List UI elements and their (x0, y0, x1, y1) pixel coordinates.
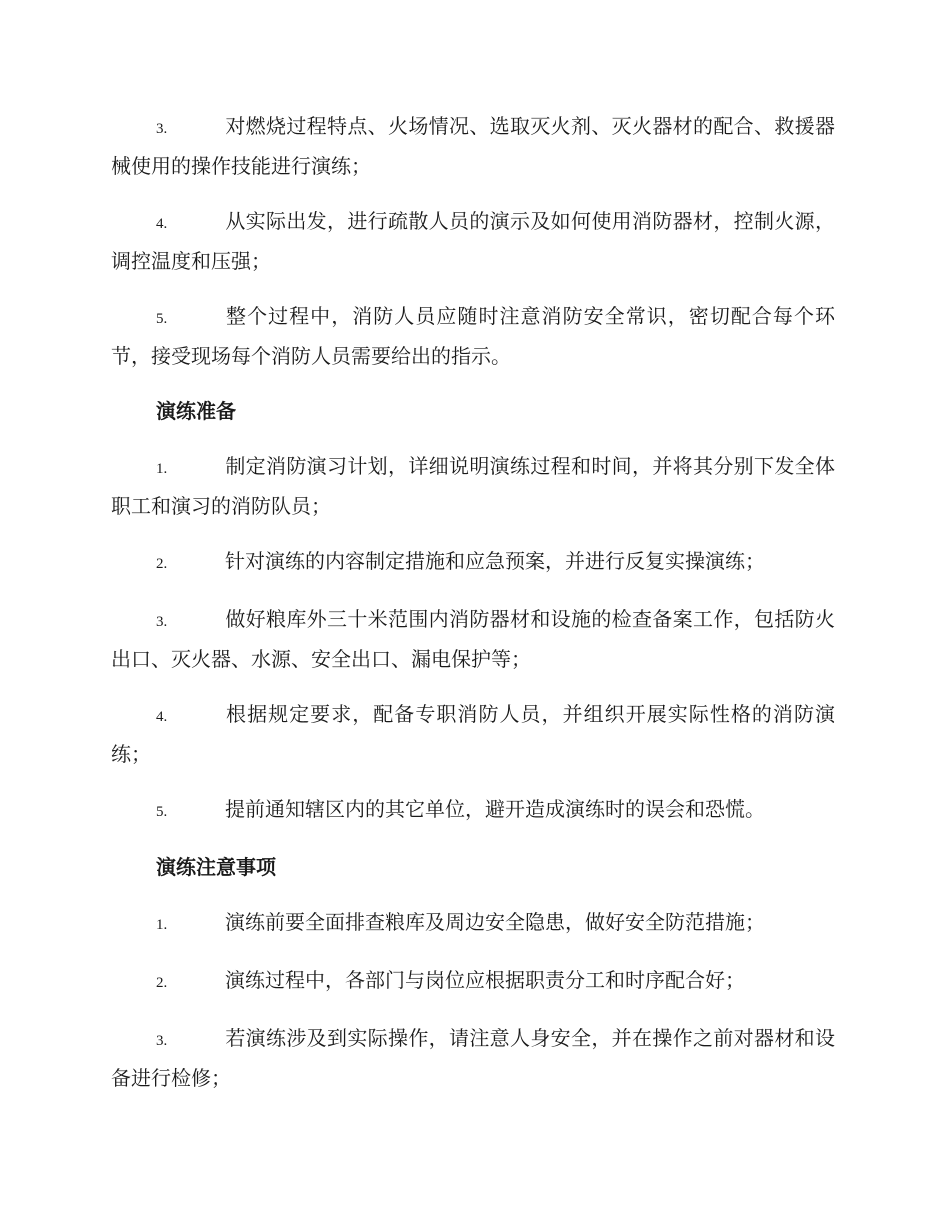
list-text: 提前通知辖区内的其它单位，避开造成演练时的误会和恐慌。 (225, 797, 765, 821)
list-number: 3. (156, 614, 168, 630)
section-heading-preparation: 演练准备 (156, 399, 236, 423)
list-number: 2. (156, 975, 168, 991)
list-text: 做好粮库外三十米范围内消防器材和设施的检查备案工作，包括防火出口、灭火器、水源、安全出口、漏电保护等； (111, 607, 835, 671)
list-number: 1. (156, 917, 168, 933)
section-heading-precautions: 演练注意事项 (156, 855, 276, 879)
list-text: 制定消防演习计划，详细说明演练过程和时间，并将其分别下发全体职工和演习的消防队员； (111, 454, 835, 518)
list-text: 针对演练的内容制定措施和应急预案，并进行反复实操演练； (225, 549, 765, 573)
list-item (111, 696, 835, 773)
list-number: 3. (156, 121, 168, 137)
document-body (111, 108, 835, 1115)
list-number: 5. (156, 311, 168, 327)
list-item (111, 791, 835, 831)
list-item (111, 203, 835, 280)
list-item (111, 1020, 835, 1097)
list-number: 1. (156, 461, 168, 477)
list-number: 4. (156, 216, 168, 232)
list-number: 5. (156, 804, 168, 820)
list-text: 整个过程中，消防人员应随时注意消防安全常识，密切配合每个环节，接受现场每个消防人员需要给出的指示。 (111, 304, 835, 368)
list-text: 根据规定要求，配备专职消防人员，并组织开展实际性格的消防演练； (111, 702, 835, 766)
list-text: 对燃烧过程特点、火场情况、选取灭火剂、灭火器材的配合、救援器械使用的操作技能进行演练； (111, 114, 835, 178)
list-item (111, 298, 835, 375)
list-text: 演练前要全面排查粮库及周边安全隐患，做好安全防范措施； (225, 910, 765, 934)
list-number: 2. (156, 556, 168, 572)
list-text: 若演练涉及到实际操作，请注意人身安全，并在操作之前对器材和设备进行检修； (111, 1026, 835, 1090)
list-item (111, 962, 835, 1002)
list-item (111, 448, 835, 525)
list-text: 演练过程中，各部门与岗位应根据职责分工和时序配合好； (225, 968, 745, 992)
list-number: 4. (156, 709, 168, 725)
list-item (111, 108, 835, 185)
list-item (111, 904, 835, 944)
list-item (111, 601, 835, 678)
list-item (111, 543, 835, 583)
list-number: 3. (156, 1033, 168, 1049)
list-text: 从实际出发，进行疏散人员的演示及如何使用消防器材，控制火源，调控温度和压强； (111, 209, 835, 273)
